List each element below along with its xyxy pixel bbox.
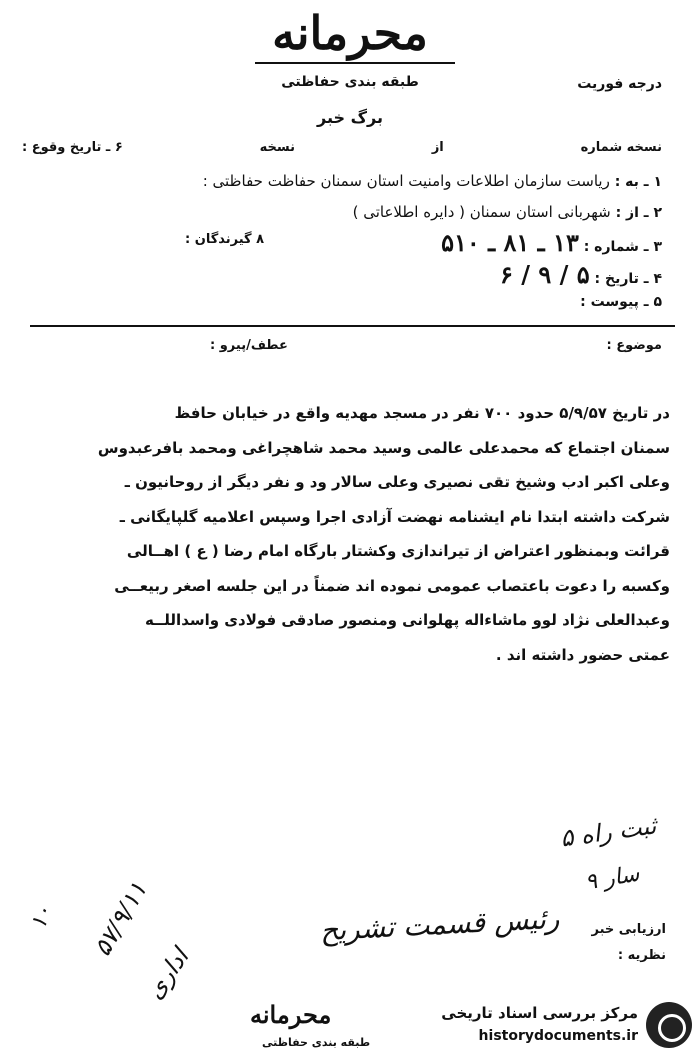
occurrence-date-label: ۶ ـ تاریخ وقوع : [22, 140, 123, 155]
field-to-label: ۱ ـ به : [614, 174, 662, 190]
field-from [353, 203, 662, 221]
field-date-label: ۴ ـ تاریخ : [594, 271, 662, 287]
field-date-value: ۵ / ۹ / ۶ [500, 260, 590, 289]
body-line: عمتی حضور داشته اند . [495, 645, 670, 664]
archive-watermark [432, 1002, 692, 1052]
evaluation-label: ارزیابی خبر [591, 922, 666, 937]
field-attachment [580, 294, 662, 310]
watermark-text-en: historydocuments.ir [478, 1028, 638, 1044]
field-number [441, 228, 662, 257]
body-line: سمنان اجتماع که محمدعلی عالمی وسید محمد شاهچراغی ومحمد بافرعبدوس [97, 438, 670, 457]
form-title: برگ خبر [317, 108, 383, 127]
classification-stamp-bottom: محرمانه [250, 1000, 332, 1029]
field-number-label: ۳ ـ شماره : [583, 239, 662, 255]
evaluation-signature: رئیس قسمت تشریح [319, 901, 561, 948]
field-date [500, 260, 662, 289]
classification-subtitle: طبقه بندی حفاظتی [281, 74, 419, 90]
body-line: وعلی اکبر ادب وشیخ تقی نصیری وعلی سالار ود و نفر دیگر از روحانیون ـ [124, 473, 670, 491]
copy-label: نسخه [259, 140, 296, 155]
copy-number-label: نسخه شماره [580, 140, 662, 155]
handwritten-note-number: سار ۹ [583, 861, 642, 896]
body-line: در تاریخ ۵/۹/۵۷ حدود ۷۰۰ نفر در مسجد مهدیه واقع در خیابان حافظ [174, 404, 670, 422]
handwritten-left-note: اداری [140, 943, 195, 1005]
field-to [203, 172, 662, 190]
body-line: وعبدالعلی نژاد لوو ماشاءاله پهلوانی ومنصور صادقی فولادی واسداللــه [144, 611, 670, 629]
field-to-value: ریاست سازمان اطلاعات وامنیت استان سمنان حفاظت حفاظتی : [202, 172, 610, 190]
handwritten-number: ۱۰ [26, 902, 58, 933]
recipients-label: ۸ گیرندگان : [185, 232, 265, 247]
watermark-text-fa: مرکز بررسی اسناد تاریخی [441, 1004, 638, 1022]
report-body [22, 396, 670, 672]
reference-label: عطف/پیرو : [210, 338, 288, 353]
subject-label: موضوع : [606, 338, 662, 353]
body-line: قرائت وبمنظور اعتراض از تیراندازی وکشتار بارگاه امام رضا ( ع ) اهــالی [126, 542, 670, 560]
body-line: وکسبه را دعوت باعتصاب عمومی نموده اند ضمناً در این جلسه اصغر ربیعــی [114, 576, 670, 595]
copy-number-row [22, 140, 662, 155]
handwritten-note-registry: ثبت راه ۵ [558, 811, 658, 853]
opinion-label: نظریه : [617, 948, 666, 963]
classification-stamp-top: محرمانه [272, 6, 428, 60]
priority-label: درجه فوریت [577, 76, 662, 92]
archive-logo-icon [646, 1002, 692, 1048]
field-from-label: ۲ ـ از : [615, 205, 662, 221]
body-line: شرکت داشته ابتدا نام ایشنامه نهضت آزادی اجرا وسپس اعلامیه گلپایگانی ـ [119, 507, 670, 526]
classification-bottom-subtitle: طبقه بندی حفاظتی [262, 1036, 371, 1049]
of-label: از [431, 140, 444, 155]
field-attachment-label: ۵ ـ پیوست : [580, 294, 662, 310]
classification-underline [255, 62, 455, 64]
header-divider [30, 325, 675, 327]
field-from-value: شهربانی استان سمنان ( دایره اطلاعاتی ) [352, 203, 611, 221]
handwritten-date: ۵۷/۹/۱۱ [88, 877, 153, 961]
field-number-value: ۱۳ ـ ۸۱ ـ ۵۱۰ [441, 228, 579, 257]
